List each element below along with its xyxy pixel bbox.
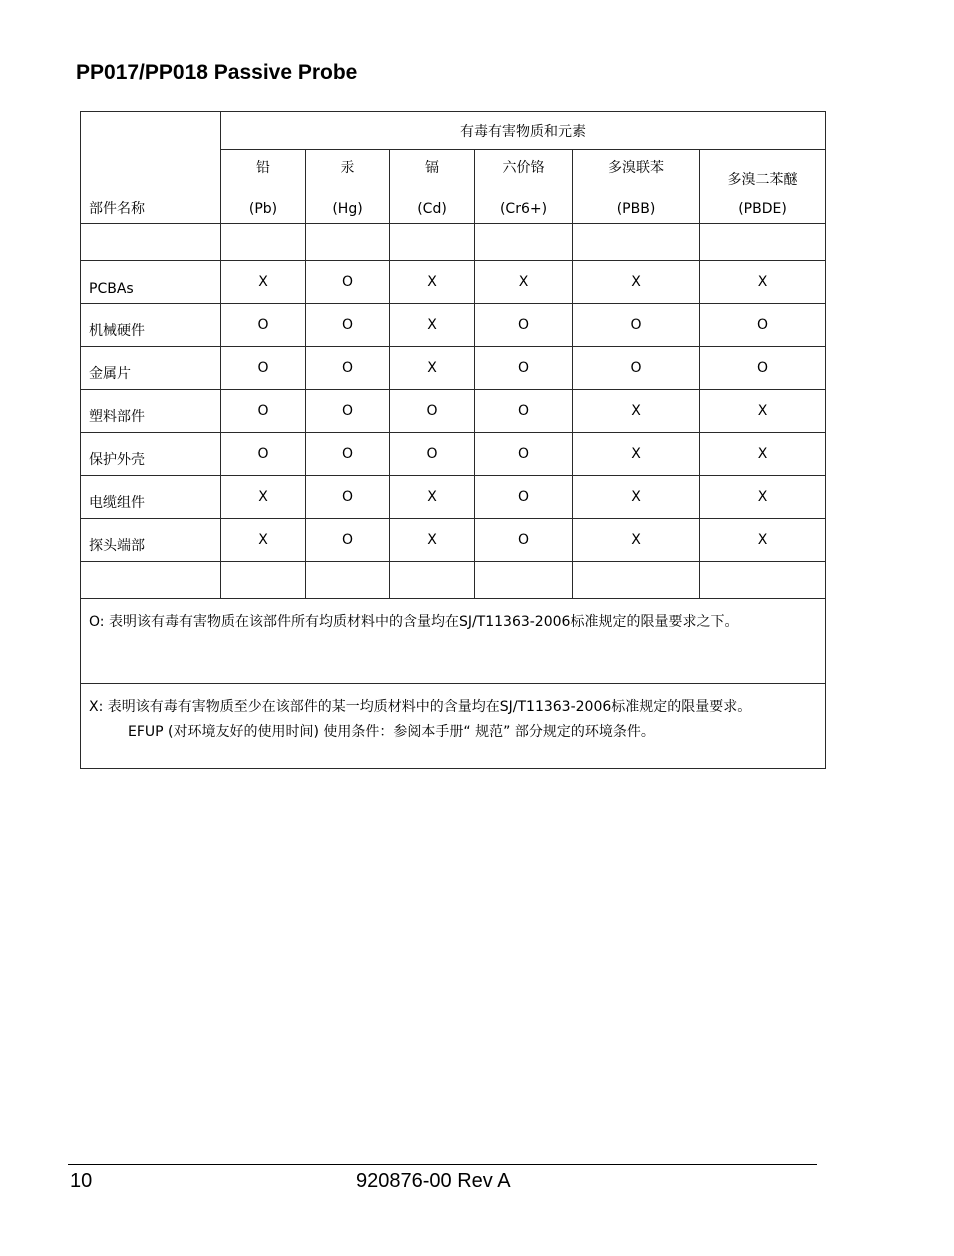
efup-note: EFUP (对环境友好的使用时间) 使用条件：参阅本手册“ 规范” 部分规定的环境条件。 — [128, 724, 655, 740]
table-cell: O — [306, 519, 390, 562]
part-name: 机械硬件 — [81, 304, 221, 347]
table-cell: O — [306, 304, 390, 347]
note-o-row — [81, 599, 826, 684]
table-cell: O — [573, 304, 700, 347]
document-number: 920876-00 Rev A — [356, 1170, 511, 1192]
element-header-pbde: 多溴二苯醚 (PBDE) — [700, 150, 826, 224]
table-cell: O — [306, 476, 390, 519]
part-name-header: 部件名称 — [81, 112, 221, 224]
table-cell: O — [390, 390, 475, 433]
part-name: 电缆组件 — [81, 476, 221, 519]
table-cell: X — [573, 390, 700, 433]
part-name: 金属片 — [81, 347, 221, 390]
table-cell: X — [573, 433, 700, 476]
table-cell: X — [573, 261, 700, 304]
table-cell: O — [475, 433, 573, 476]
element-header-pb: 铅 (Pb) — [221, 150, 306, 224]
table-cell: O — [306, 390, 390, 433]
table-cell: X — [700, 433, 826, 476]
part-name: 塑料部件 — [81, 390, 221, 433]
table-cell: O — [221, 433, 306, 476]
note-x: X: 表明该有毒有害物质至少在该部件的某一均质材料中的含量均在SJ/T11363-2006标准规定的限量要求。 — [81, 684, 826, 769]
blank-row — [81, 224, 826, 261]
page-number: 10 — [70, 1170, 93, 1192]
table-row — [81, 261, 826, 304]
table-cell: X — [700, 390, 826, 433]
table-cell: X — [390, 304, 475, 347]
table-cell: O — [475, 476, 573, 519]
table-cell: O — [306, 261, 390, 304]
table-cell: O — [573, 347, 700, 390]
table-cell: X — [700, 519, 826, 562]
substances-group-header: 有毒有害物质和元素 — [221, 112, 826, 150]
table-cell: X — [700, 261, 826, 304]
table-cell: X — [221, 261, 306, 304]
table-row — [81, 433, 826, 476]
table-cell: X — [390, 519, 475, 562]
blank-row — [81, 562, 826, 599]
table-cell: O — [475, 519, 573, 562]
table-cell: O — [306, 433, 390, 476]
table-cell: X — [573, 519, 700, 562]
table-cell: X — [390, 347, 475, 390]
table-row — [81, 390, 826, 433]
table-cell: O — [221, 347, 306, 390]
page-title: PP017/PP018 Passive Probe — [76, 61, 358, 84]
table-row — [81, 519, 826, 562]
table-row — [81, 347, 826, 390]
table-cell: O — [221, 304, 306, 347]
table-cell: X — [390, 261, 475, 304]
footer-divider — [68, 1164, 817, 1165]
table-cell: X — [573, 476, 700, 519]
table-cell: X — [475, 261, 573, 304]
table-cell: X — [221, 476, 306, 519]
table-cell: X — [700, 476, 826, 519]
part-name: 保护外壳 — [81, 433, 221, 476]
table-cell: X — [221, 519, 306, 562]
table-cell: O — [475, 304, 573, 347]
part-name: 探头端部 — [81, 519, 221, 562]
hazardous-substances-table — [80, 111, 826, 769]
table-cell: O — [306, 347, 390, 390]
table-cell: O — [475, 390, 573, 433]
table-cell: O — [700, 347, 826, 390]
table-cell: O — [390, 433, 475, 476]
element-header-hg: 汞 (Hg) — [306, 150, 390, 224]
element-header-cd: 镉 (Cd) — [390, 150, 475, 224]
table-cell: O — [221, 390, 306, 433]
element-header-cr6: 六价铬 (Cr6+) — [475, 150, 573, 224]
table-cell: O — [475, 347, 573, 390]
part-name: PCBAs — [81, 261, 221, 304]
table-cell: X — [390, 476, 475, 519]
table-row — [81, 304, 826, 347]
note-o: O: 表明该有毒有害物质在该部件所有均质材料中的含量均在SJ/T11363-2006标准规定的限量要求之下。 — [81, 599, 826, 684]
table-row — [81, 476, 826, 519]
table-cell: O — [700, 304, 826, 347]
element-header-pbb: 多溴联苯 (PBB) — [573, 150, 700, 224]
